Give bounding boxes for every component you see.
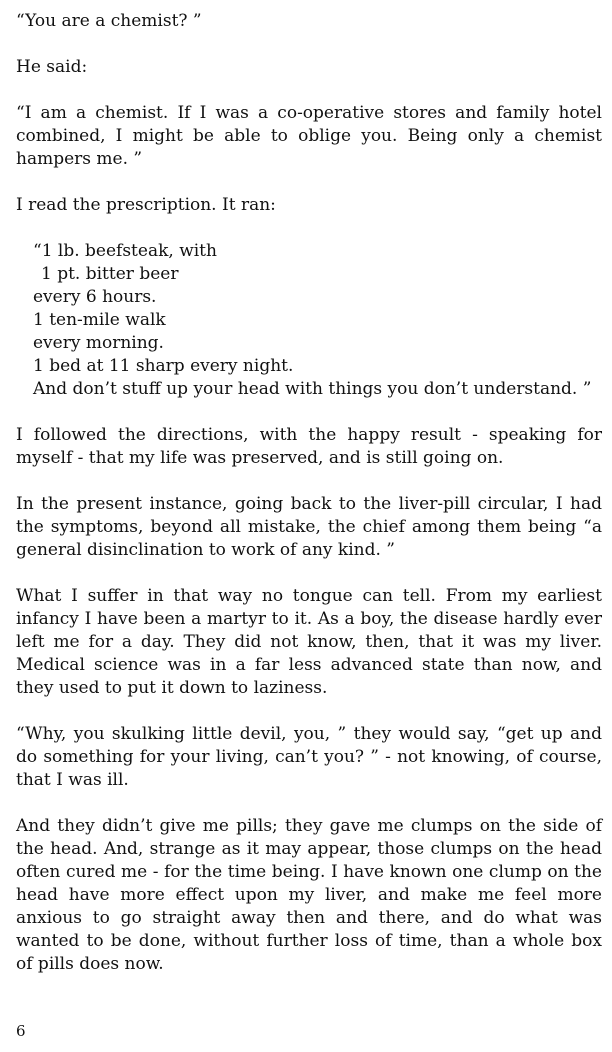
- page-number: 6: [16, 1022, 26, 1040]
- prescription-block: [33, 240, 602, 401]
- prescription-line-1: “1 lb. beefsteak, with: [33, 241, 217, 261]
- paragraph-5: I followed the directions, with the happy result - speaking for myself - that my life was preserved, and is still going on.: [16, 425, 602, 468]
- prescription-line-3: every 6 hours.: [33, 287, 157, 307]
- paragraph-2: He said:: [16, 57, 88, 77]
- paragraph-8: “Why, you skulking little devil, you, ” they would say, “get up and do something for your living, can’t you? ” - not knowing, of course, that I was ill.: [16, 724, 602, 790]
- paragraph-9: And they didn’t give me pills; they gave me clumps on the side of the head. And, strange as it may appear, those clumps on the head often cured me - for the time being. I have known one clump on the head have more effect upon my liver, and make me feel more anxious to go straight away then and there, and do what was wanted to be done, without further loss of time, than a whole box of pills does now.: [16, 816, 602, 974]
- prescription-line-6: 1 bed at 11 sharp every night.: [33, 356, 294, 376]
- prescription-line-4: 1 ten-mile walk: [33, 310, 166, 330]
- prescription-line-5: every morning.: [33, 333, 164, 353]
- paragraph-4: I read the prescription. It ran:: [16, 195, 276, 215]
- paragraph-6: In the present instance, going back to the liver-pill circular, I had the symptoms, beyond all mistake, the chief among them being “a general disinclination to work of any kind. ”: [16, 494, 602, 560]
- page-body: [16, 10, 602, 999]
- paragraph-7: What I suffer in that way no tongue can tell. From my earliest infancy I have been a martyr to it. As a boy, the disease hardly ever left me for a day. They did not know, then, that it was my liver. Medical science was in a far less advanced state than now, and they used to put it down to laziness.: [16, 586, 602, 698]
- prescription-line-7: And don’t stuff up your head with things you don’t understand. ”: [33, 379, 592, 399]
- prescription-line-2: 1 pt. bitter beer: [41, 264, 179, 284]
- paragraph-1: “You are a chemist? ”: [16, 11, 202, 31]
- paragraph-3: “I am a chemist. If I was a co-operative stores and family hotel combined, I might be able to oblige you. Being only a chemist hampers me. ”: [16, 103, 602, 169]
